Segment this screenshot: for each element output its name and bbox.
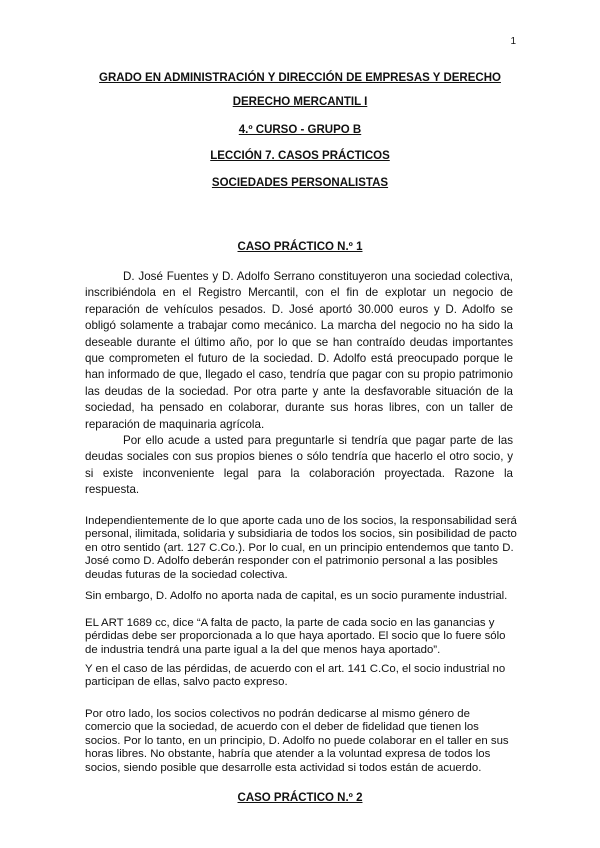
case1-title: CASO PRÁCTICO N.º 1 xyxy=(237,241,363,253)
answer-losses-paragraph: Y en el caso de las pérdidas, de acuerdo con el art. 141 C.Co, el socio industrial no participan de ellas, salvo pacto expreso. xyxy=(85,663,506,689)
page-number: 1 xyxy=(510,36,516,47)
answer-fidelity-paragraph: Por otro lado, los socios colectivos no podrán dedicarse al mismo género de comercio que la sociedad, de acuerdo con el deber de fidelidad que tienen los socios. Por lo tanto, en un principio, D. Adolfo no puede colaborar en el taller en sus horas libres. No obstante, habría que atender a la voluntad expresa de todos los socios, siendo posible que desarrolle esta actividad si todos están de acuerdo. xyxy=(85,708,509,774)
case1-question-paragraph: Por ello acude a usted para preguntarle si tendría que pagar parte de las deudas sociales con sus propios bienes o sólo tendría que hacerlo el otro socio, y si existe inconveniente legal para la colaboración proyectada. Razone la respuesta. xyxy=(85,434,513,497)
degree-heading: GRADO EN ADMINISTRACIÓN Y DIRECCIÓN DE EMPRESAS Y DERECHO xyxy=(99,72,501,84)
lesson-heading: LECCIÓN 7. CASOS PRÁCTICOS xyxy=(210,150,390,162)
case2-title: CASO PRÁCTICO N.º 2 xyxy=(237,792,363,804)
year-group-heading: 4.º CURSO - GRUPO B xyxy=(238,124,362,136)
answer-art1689-paragraph: EL ART 1689 cc, dice “A falta de pacto, la parte de cada socio en las ganancias y pérdidas debe ser proporcionada a lo que haya aportado. El socio que lo fuere sólo de industria tendrá una parte igual a la del que menos haya aportado”. xyxy=(85,617,506,656)
answer-industrial-partner-paragraph: Sin embargo, D. Adolfo no aporta nada de capital, es un socio puramente industrial. xyxy=(85,590,508,602)
topic-heading: SOCIEDADES PERSONALISTAS xyxy=(211,177,389,189)
subject-heading: DERECHO MERCANTIL I xyxy=(232,96,368,108)
case1-statement-paragraph: D. José Fuentes y D. Adolfo Serrano constituyeron una sociedad colectiva, inscribiéndola en el Registro Mercantil, con el fin de explotar un negocio de reparación de vehículos pesados. D. José aportó 30.000 euros y D. Adolfo se obligó solamente a trabajar como mecánico. La marcha del negocio no ha sido la deseable durante el último año, por lo que se han contraído deudas importantes que comprometen el futuro de la sociedad. D. Adolfo está preocupado porque le han informado de que, llegado el caso, tendría que pagar con su propio patrimonio las deudas de la sociedad. Por otra parte y ante la desfavorable situación de la sociedad, ha pensado en colaborar, durante sus horas libres, con un taller de reparación de maquinaria agrícola. xyxy=(85,270,513,431)
answer-liability-paragraph: Independientemente de lo que aporte cada uno de los socios, la responsabilidad será personal, ilimitada, solidaria y subsidiaria de todos los socios, sin posibilidad de pacto en otro sentido (art. 127 C.Co.). Por lo cual, en un principio entendemos que tanto D. José como D. Adolfo deberán responder con el patrimonio personal a las posibles deudas futuras de la sociedad colectiva. xyxy=(85,515,517,581)
